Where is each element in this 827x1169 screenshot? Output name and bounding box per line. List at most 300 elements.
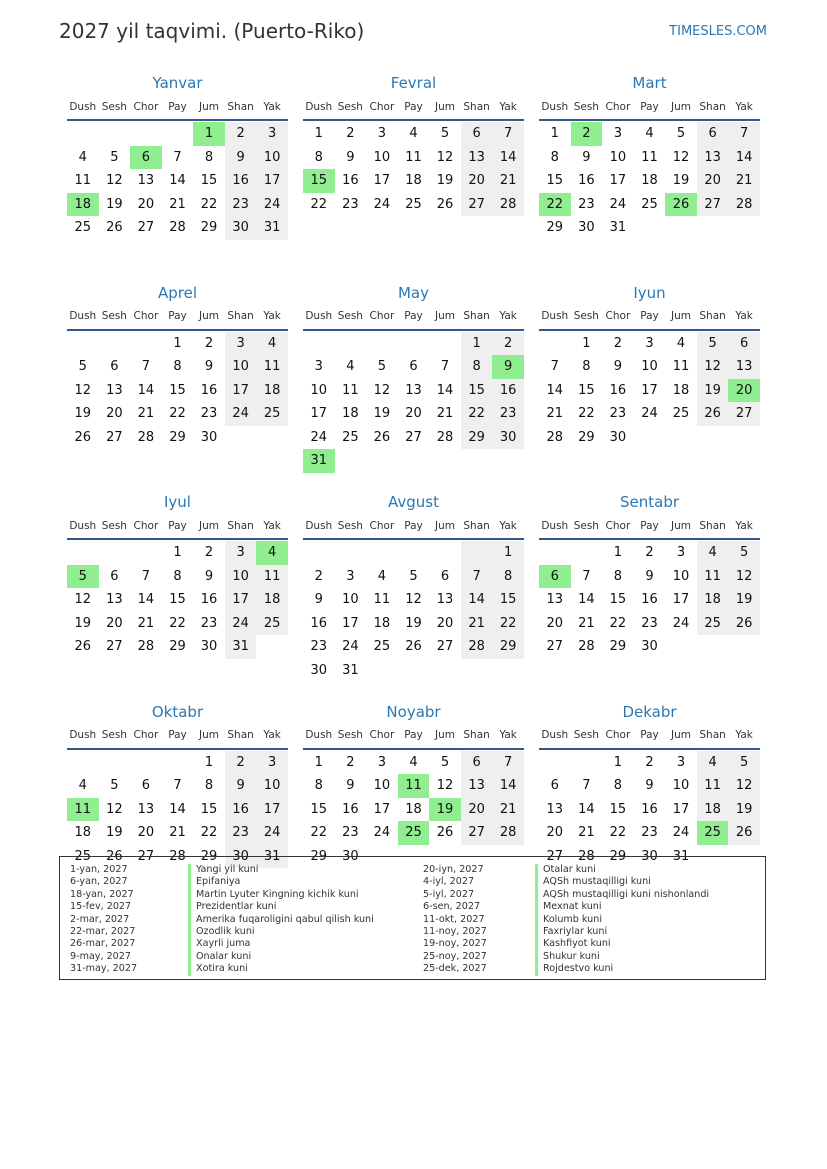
day-cell: 13 xyxy=(697,146,729,170)
day-cell: 14 xyxy=(728,146,760,170)
day-cell: 10 xyxy=(256,146,288,170)
empty-cell xyxy=(130,332,162,356)
weekday-label: Pay xyxy=(640,519,659,532)
day-cell: 25 xyxy=(256,612,288,636)
day-cell: 3 xyxy=(676,754,686,770)
day-cell: 16 xyxy=(200,592,218,608)
day-cell: 26 xyxy=(74,639,92,655)
holiday-day-cell: 2 xyxy=(571,122,603,146)
day-cell: 27 xyxy=(546,848,564,864)
day-cell: 26 xyxy=(106,220,123,236)
day-cell: 3 xyxy=(377,754,387,770)
day-cell: 8 xyxy=(314,778,323,794)
day-cell: 28 xyxy=(436,429,454,445)
month-name: Oktabr xyxy=(151,702,204,721)
weekday-label: Dush xyxy=(305,519,333,532)
day-cell: 14 xyxy=(461,588,493,612)
day-cell: 11 xyxy=(697,774,729,798)
day-cell: 8 xyxy=(314,149,323,165)
day-cell: 22 xyxy=(461,402,493,426)
day-cell: 24 xyxy=(256,821,288,845)
weekday-label: Yak xyxy=(735,100,753,113)
month-fevral xyxy=(303,74,524,284)
day-cell: 7 xyxy=(582,568,591,584)
day-cell: 5 xyxy=(728,541,760,565)
day-cell: 4 xyxy=(676,335,686,351)
day-cell: 13 xyxy=(461,774,493,798)
day-cell: 2 xyxy=(204,335,214,351)
day-cell: 29 xyxy=(310,848,328,864)
day-cell: 24 xyxy=(672,825,690,841)
day-cell: 2 xyxy=(225,122,257,146)
day-cell: 13 xyxy=(137,173,155,189)
day-cell: 10 xyxy=(342,592,359,608)
day-cell: 26 xyxy=(728,821,760,845)
holiday-day-cell: 1 xyxy=(193,122,225,146)
day-cell: 2 xyxy=(204,545,214,560)
day-cell: 18 xyxy=(697,798,729,822)
day-cell: 21 xyxy=(578,615,595,631)
weekday-label: Shan xyxy=(227,310,254,322)
day-cell: 26 xyxy=(697,402,729,426)
weekday-label: Yak xyxy=(735,729,753,741)
day-cell: 13 xyxy=(546,801,564,817)
empty-cell xyxy=(429,332,461,356)
calendar-grid xyxy=(67,74,760,912)
weekday-label: Sesh xyxy=(337,100,363,113)
day-cell: 3 xyxy=(314,359,323,375)
day-cell: 4 xyxy=(409,126,418,141)
day-cell: 2 xyxy=(314,568,323,584)
weekday-label: Pay xyxy=(168,100,187,113)
day-cell: 8 xyxy=(613,568,623,584)
weekday-label: Sesh xyxy=(573,310,599,322)
day-cell: 26 xyxy=(436,825,454,841)
day-cell: 25 xyxy=(342,429,359,445)
day-cell: 16 xyxy=(342,801,359,817)
day-cell: 23 xyxy=(609,406,627,422)
day-cell: 30 xyxy=(225,845,257,869)
day-cell: 27 xyxy=(436,639,454,655)
day-grid xyxy=(67,751,288,869)
weekday-label: Dush xyxy=(541,729,569,741)
weekday-header xyxy=(539,513,760,540)
day-cell: 26 xyxy=(728,612,760,636)
day-cell: 28 xyxy=(728,193,760,217)
day-cell: 18 xyxy=(373,615,391,631)
day-cell: 13 xyxy=(405,382,422,398)
day-cell: 20 xyxy=(461,798,493,822)
legend-dates-col-1 xyxy=(70,864,137,976)
day-cell: 21 xyxy=(492,798,524,822)
day-cell: 6 xyxy=(110,359,119,375)
day-cell: 27 xyxy=(405,429,422,445)
holiday-legend xyxy=(59,856,766,980)
month-may xyxy=(303,284,524,494)
weekday-label: Pay xyxy=(640,729,659,741)
day-cell: 21 xyxy=(728,169,760,193)
day-cell: 17 xyxy=(373,173,391,189)
day-grid xyxy=(303,122,524,216)
day-cell: 12 xyxy=(728,774,760,798)
day-cell: 29 xyxy=(609,848,627,864)
day-cell: 4 xyxy=(645,126,654,141)
day-cell: 6 xyxy=(440,568,450,584)
month-name: Iyul xyxy=(164,493,191,511)
day-cell: 18 xyxy=(405,801,422,817)
legend-entry: Epifaniya xyxy=(188,876,374,888)
day-cell: 28 xyxy=(169,220,186,236)
day-cell: 17 xyxy=(609,173,627,189)
day-cell: 7 xyxy=(173,778,182,794)
holiday-day-cell: 4 xyxy=(256,541,288,565)
weekday-label: Yak xyxy=(263,519,281,532)
day-cell: 21 xyxy=(137,406,155,422)
day-cell: 2 xyxy=(225,751,257,775)
day-cell: 11 xyxy=(256,355,288,379)
weekday-label: Pay xyxy=(404,310,423,322)
weekday-label: Jum xyxy=(199,100,220,113)
day-cell: 31 xyxy=(256,845,288,869)
weekday-header xyxy=(539,304,760,331)
weekday-label: Sesh xyxy=(573,729,599,741)
day-cell: 5 xyxy=(440,126,450,141)
weekday-label: Dush xyxy=(305,729,333,741)
day-cell: 3 xyxy=(676,545,686,560)
day-cell: 20 xyxy=(137,825,155,841)
day-cell: 6 xyxy=(728,332,760,356)
day-cell: 16 xyxy=(609,382,627,398)
day-cell: 3 xyxy=(613,126,623,141)
day-cell: 9 xyxy=(314,592,323,608)
day-cell: 4 xyxy=(377,568,387,584)
day-cell: 9 xyxy=(346,149,355,165)
holiday-day-cell: 26 xyxy=(665,193,697,217)
day-cell: 29 xyxy=(578,429,595,445)
day-cell: 3 xyxy=(346,568,355,584)
day-cell: 27 xyxy=(461,193,493,217)
day-cell: 22 xyxy=(310,825,328,841)
day-cell: 9 xyxy=(582,149,591,165)
day-cell: 19 xyxy=(728,588,760,612)
day-cell: 3 xyxy=(645,335,654,351)
day-cell: 23 xyxy=(641,825,658,841)
day-cell: 9 xyxy=(225,146,257,170)
day-cell: 4 xyxy=(256,332,288,356)
day-cell: 15 xyxy=(609,801,627,817)
legend-entry: 25-noy, 2027 xyxy=(423,950,487,962)
month-name: Aprel xyxy=(157,283,198,302)
legend-entry: Shukur kuni xyxy=(535,951,709,963)
day-cell: 16 xyxy=(578,173,595,189)
day-cell: 9 xyxy=(645,568,654,584)
weekday-label: Dush xyxy=(305,100,333,113)
day-cell: 2 xyxy=(645,754,654,770)
weekday-header xyxy=(67,513,288,540)
day-cell: 19 xyxy=(373,406,391,422)
day-cell: 14 xyxy=(169,173,186,189)
day-cell: 14 xyxy=(492,146,524,170)
day-cell: 9 xyxy=(645,778,654,794)
day-cell: 29 xyxy=(609,639,627,655)
day-cell: 1 xyxy=(173,545,182,560)
day-cell: 11 xyxy=(641,149,658,165)
day-cell: 10 xyxy=(225,565,257,589)
holiday-day-cell: 31 xyxy=(303,449,335,473)
empty-cell xyxy=(398,332,430,356)
day-cell: 10 xyxy=(672,568,690,584)
day-cell: 10 xyxy=(609,149,627,165)
empty-cell xyxy=(539,541,571,565)
day-cell: 29 xyxy=(169,639,186,655)
day-cell: 12 xyxy=(405,592,422,608)
day-grid xyxy=(67,332,288,450)
holiday-day-cell: 9 xyxy=(492,355,524,379)
weekday-label: Chor xyxy=(605,519,631,532)
empty-cell xyxy=(303,332,335,356)
weekday-label: Chor xyxy=(133,729,159,741)
legend-entry: Yangi yil kuni xyxy=(188,864,374,876)
day-cell: 28 xyxy=(578,848,595,864)
day-cell: 21 xyxy=(169,196,186,212)
empty-cell xyxy=(99,122,131,146)
day-cell: 1 xyxy=(461,332,493,356)
day-cell: 20 xyxy=(405,406,422,422)
weekday-label: Sesh xyxy=(101,100,127,113)
day-cell: 17 xyxy=(256,798,288,822)
day-cell: 17 xyxy=(373,801,391,817)
day-cell: 29 xyxy=(492,635,524,659)
day-cell: 20 xyxy=(137,196,155,212)
day-cell: 11 xyxy=(672,359,690,375)
day-cell: 16 xyxy=(641,592,658,608)
day-cell: 8 xyxy=(173,568,182,584)
day-cell: 24 xyxy=(342,639,359,655)
day-cell: 6 xyxy=(550,778,559,794)
day-cell: 25 xyxy=(74,848,92,864)
day-cell: 7 xyxy=(461,565,493,589)
day-cell: 19 xyxy=(672,173,690,189)
day-cell: 12 xyxy=(728,565,760,589)
day-cell: 21 xyxy=(436,406,454,422)
weekday-label: Jum xyxy=(435,519,456,532)
empty-cell xyxy=(303,541,335,565)
day-cell: 29 xyxy=(200,220,218,236)
weekday-label: Shan xyxy=(463,519,490,532)
day-cell: 12 xyxy=(436,149,454,165)
day-cell: 11 xyxy=(342,382,359,398)
day-cell: 20 xyxy=(106,615,123,631)
legend-entry: 15-fev, 2027 xyxy=(70,901,132,913)
empty-cell xyxy=(67,332,99,356)
day-cell: 16 xyxy=(492,379,524,403)
day-cell: 5 xyxy=(377,359,387,375)
day-cell: 27 xyxy=(728,402,760,426)
empty-cell xyxy=(335,541,367,565)
holiday-day-cell: 15 xyxy=(303,169,335,193)
day-cell: 11 xyxy=(405,149,422,165)
day-cell: 27 xyxy=(697,193,729,217)
legend-entry: 19-noy, 2027 xyxy=(423,938,487,950)
empty-cell xyxy=(162,751,194,775)
legend-entry: 1-yan, 2027 xyxy=(70,864,128,875)
empty-cell xyxy=(130,751,162,775)
day-cell: 23 xyxy=(310,639,328,655)
legend-entry: Prezidentlar kuni xyxy=(188,901,374,913)
day-cell: 1 xyxy=(314,754,323,770)
day-cell: 19 xyxy=(436,173,454,189)
day-cell: 24 xyxy=(256,193,288,217)
empty-cell xyxy=(429,541,461,565)
day-cell: 16 xyxy=(225,169,257,193)
legend-dates-col-2 xyxy=(423,864,487,976)
day-cell: 4 xyxy=(78,778,87,794)
weekday-label: Jum xyxy=(199,729,220,741)
day-cell: 8 xyxy=(204,149,214,165)
day-cell: 23 xyxy=(200,615,218,631)
legend-entry: 4-iyl, 2027 xyxy=(423,876,475,888)
day-cell: 7 xyxy=(492,122,524,146)
legend-entry: 22-mar, 2027 xyxy=(70,925,136,937)
day-cell: 17 xyxy=(672,801,690,817)
page-title: 2027 yil taqvimi. (Puerto-Riko) xyxy=(59,19,365,43)
empty-cell xyxy=(130,122,162,146)
day-cell: 27 xyxy=(461,821,493,845)
month-avgust xyxy=(303,493,524,703)
day-grid xyxy=(303,751,524,869)
weekday-label: Yak xyxy=(735,519,753,532)
weekday-label: Pay xyxy=(404,519,423,532)
empty-cell xyxy=(366,332,398,356)
day-cell: 24 xyxy=(373,825,391,841)
day-cell: 2 xyxy=(346,754,355,770)
day-cell: 15 xyxy=(169,592,186,608)
day-cell: 20 xyxy=(546,825,564,841)
day-cell: 21 xyxy=(169,825,186,841)
day-cell: 4 xyxy=(697,541,729,565)
day-cell: 14 xyxy=(578,801,595,817)
weekday-label: Pay xyxy=(640,310,659,322)
empty-cell xyxy=(571,751,603,775)
day-cell: 14 xyxy=(137,592,155,608)
weekday-label: Dush xyxy=(541,310,569,322)
day-cell: 16 xyxy=(641,801,658,817)
weekday-label: Jum xyxy=(435,100,456,113)
day-cell: 15 xyxy=(200,173,218,189)
day-cell: 11 xyxy=(74,173,92,189)
legend-entry: Ozodlik kuni xyxy=(188,926,374,938)
day-cell: 31 xyxy=(672,848,690,864)
weekday-label: Jum xyxy=(671,310,692,322)
day-cell: 7 xyxy=(141,359,151,375)
weekday-label: Pay xyxy=(640,100,659,113)
site-link[interactable]: TIMESLES.COM xyxy=(669,24,767,39)
day-cell: 17 xyxy=(641,382,658,398)
day-cell: 19 xyxy=(74,615,92,631)
day-cell: 8 xyxy=(613,778,623,794)
day-cell: 27 xyxy=(137,848,155,864)
weekday-label: Shan xyxy=(227,100,254,113)
day-cell: 12 xyxy=(74,382,92,398)
day-cell: 30 xyxy=(225,216,257,240)
day-cell: 19 xyxy=(697,379,729,403)
day-cell: 13 xyxy=(106,592,123,608)
weekday-label: Shan xyxy=(699,100,726,113)
day-cell: 12 xyxy=(74,592,92,608)
day-cell: 28 xyxy=(546,429,564,445)
empty-cell xyxy=(67,541,99,565)
day-cell: 20 xyxy=(436,615,454,631)
day-cell: 26 xyxy=(373,429,391,445)
day-cell: 13 xyxy=(461,146,493,170)
day-cell: 13 xyxy=(546,592,564,608)
day-cell: 30 xyxy=(609,429,627,445)
day-cell: 22 xyxy=(609,825,627,841)
day-cell: 22 xyxy=(200,825,218,841)
day-cell: 28 xyxy=(492,193,524,217)
day-cell: 15 xyxy=(492,588,524,612)
day-cell: 5 xyxy=(728,751,760,775)
empty-cell xyxy=(571,541,603,565)
day-cell: 5 xyxy=(440,754,450,770)
day-cell: 17 xyxy=(310,406,328,422)
day-cell: 2 xyxy=(613,335,623,351)
day-cell: 5 xyxy=(409,568,418,584)
day-cell: 3 xyxy=(256,751,288,775)
day-cell: 15 xyxy=(310,801,328,817)
day-cell: 30 xyxy=(200,639,218,655)
day-cell: 21 xyxy=(546,406,564,422)
day-cell: 26 xyxy=(405,639,422,655)
day-cell: 31 xyxy=(225,635,257,659)
day-cell: 28 xyxy=(578,639,595,655)
day-cell: 26 xyxy=(436,196,454,212)
weekday-label: Dush xyxy=(69,729,97,741)
day-cell: 22 xyxy=(492,612,524,636)
day-cell: 19 xyxy=(405,615,422,631)
day-cell: 12 xyxy=(436,778,454,794)
day-cell: 15 xyxy=(578,382,595,398)
month-name: Noyabr xyxy=(386,702,441,721)
day-cell: 30 xyxy=(200,429,218,445)
day-cell: 1 xyxy=(550,126,559,141)
day-cell: 19 xyxy=(106,825,123,841)
day-cell: 27 xyxy=(106,429,123,445)
weekday-header xyxy=(67,723,288,750)
legend-entry: Faxriylar kuni xyxy=(535,926,709,938)
day-cell: 18 xyxy=(405,173,422,189)
weekday-label: Dush xyxy=(305,310,333,322)
day-cell: 7 xyxy=(173,149,182,165)
day-cell: 14 xyxy=(492,774,524,798)
day-cell: 6 xyxy=(697,122,729,146)
month-sentabr xyxy=(539,493,760,703)
holiday-day-cell: 11 xyxy=(67,798,99,822)
day-cell: 2 xyxy=(645,545,654,560)
weekday-label: Jum xyxy=(199,310,220,322)
day-cell: 14 xyxy=(137,382,155,398)
day-cell: 31 xyxy=(256,216,288,240)
weekday-label: Yak xyxy=(499,519,517,532)
weekday-label: Jum xyxy=(199,519,220,532)
day-cell: 17 xyxy=(225,379,257,403)
weekday-label: Shan xyxy=(227,519,254,532)
day-cell: 22 xyxy=(609,615,627,631)
empty-cell xyxy=(162,122,194,146)
weekday-label: Chor xyxy=(605,100,631,113)
day-cell: 1 xyxy=(582,335,591,351)
holiday-day-cell: 18 xyxy=(67,193,99,217)
